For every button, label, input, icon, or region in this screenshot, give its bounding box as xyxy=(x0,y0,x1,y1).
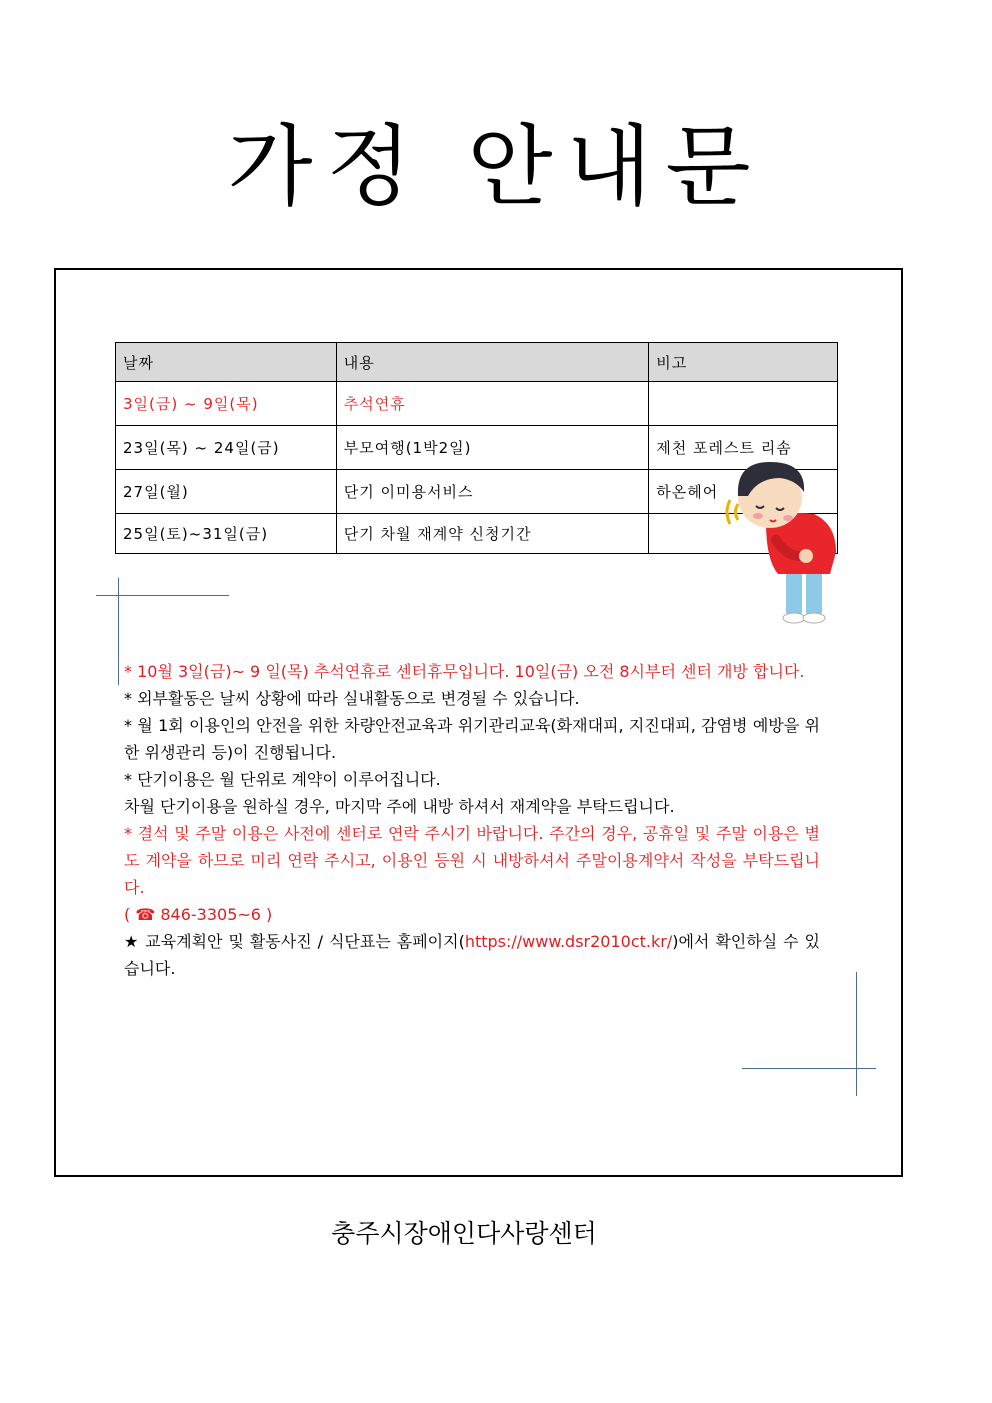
table-header-row xyxy=(116,343,838,382)
notice-short-term-contract: * 단기이용은 월 단위로 계약이 이루어집니다. xyxy=(124,770,441,789)
row-date: 25일(토)~31일(금) xyxy=(116,514,337,554)
organization-name: 충주시장애인다사랑센터 xyxy=(331,1219,597,1248)
homepage-text-post: )에서 확인하실 수 있습니다. xyxy=(124,932,821,978)
notice-outdoor-activity: * 외부활동은 날씨 상황에 따라 실내활동으로 변경될 수 있습니다. xyxy=(124,689,580,708)
row-content: 단기 이미용서비스 xyxy=(336,470,649,514)
row-content: 추석연휴 xyxy=(336,382,649,426)
document-title: 가정 안내문 xyxy=(227,115,765,218)
header-content: 내용 xyxy=(336,343,649,382)
row-date: 27일(월) xyxy=(116,470,337,514)
bowing-boy-illustration xyxy=(718,440,848,625)
notice-homepage xyxy=(124,928,820,982)
contact-phone: ( ☎ 846-3305~6 ) xyxy=(124,905,273,924)
homepage-link[interactable]: https://www.dsr2010ct.kr/ xyxy=(464,932,673,951)
notice-absence-weekend: * 결석 및 주말 이용은 사전에 센터로 연락 주시기 바랍니다. 주간의 경우, 공휴일 및 주말 이용은 별도 계약을 하므로 미리 연락 주시고, 이용인 등원 시 내방하셔서 주말이용계약서 작성을 부탁드립니다. xyxy=(124,824,820,897)
header-note: 비고 xyxy=(649,343,838,382)
header-date: 날짜 xyxy=(116,343,337,382)
row-content: 단기 차월 재계약 신청기간 xyxy=(336,514,649,554)
homepage-text-pre: ★ 교육계획안 및 활동사진 / 식단표는 홈페이지( xyxy=(124,932,465,951)
row-content: 부모여행(1박2일) xyxy=(336,426,649,470)
notice-renewal: 차월 단기이용을 원하실 경우, 마지막 주에 내방 하셔서 재계약을 부탁드립니다. xyxy=(124,797,675,816)
row-note xyxy=(649,382,838,426)
notice-safety-education: * 월 1회 이용인의 안전을 위한 차량안전교육과 위기관리교육(화재대피, 지진대피, 감염병 예방을 위한 위생관리 등)이 진행됩니다. xyxy=(124,716,820,762)
row-date: 23일(목) ~ 24일(금) xyxy=(116,426,337,470)
decor-line-top-vertical xyxy=(118,578,119,685)
row-note: 제천 포레스트 리솜 xyxy=(649,426,838,470)
table-row xyxy=(116,382,838,426)
row-note: 하온헤어 xyxy=(649,470,838,514)
decor-line-bottom-vertical xyxy=(856,972,857,1096)
notice-holiday: * 10월 3일(금)~ 9 일(목) 추석연휴로 센터휴무입니다. 10일(금) 오전 8시부터 센터 개방 합니다. xyxy=(124,662,805,681)
decor-line-top-horizontal xyxy=(96,595,229,596)
notice-list xyxy=(124,658,820,982)
row-date: 3일(금) ~ 9일(목) xyxy=(116,382,337,426)
